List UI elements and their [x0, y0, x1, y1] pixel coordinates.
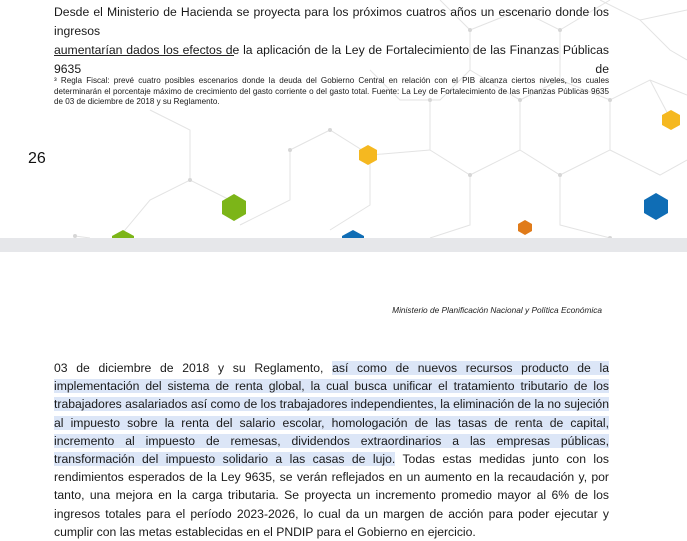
orange-hexagon [518, 220, 532, 235]
footnote-separator [54, 55, 234, 56]
footnote: ³ Regla Fiscal: prevé cuatro posibles escenarios donde la deuda del Gobierno Central en relación con el PIB alcanza ciertos niveles, los cuales determinarán el porcentaje máximo de crecimiento del gasto corriente o del gasto total. Fuente: La Ley de Fortalecimiento de las Finanzas Públicas 9635 de 03 de diciembre de 2018 y su Reglamento. [54, 76, 609, 106]
body-line: aumentarían dados los efectos de la aplicación de la Ley de Fortalecimiento de las Finanzas Públicas 9635 de [54, 43, 609, 76]
paragraph-start: 03 de diciembre de 2018 y su Reglamento, [54, 361, 333, 375]
blue-hexagon-bottom [342, 230, 364, 238]
yellow-hexagon-right [662, 110, 680, 130]
page-separator [0, 238, 687, 252]
body-line: Desde el Ministerio de Hacienda se proyecta para los próximos cuatros años un escenario donde los ingresos [54, 5, 609, 38]
yellow-hexagon [359, 145, 377, 165]
blue-hexagon [644, 193, 668, 220]
running-header: Ministerio de Planificación Nacional y Política Económica [392, 305, 602, 315]
document-page-bottom [0, 252, 687, 539]
highlighted-text[interactable]: así como de nuevos recursos producto de la implementación del sistema de renta global, la cual busca unificar el tratamiento tributario de los trabajadores asalariados así como de los trabajadores independientes, la eliminación de la no sujeción al impuesto sobre la renta del salario escolar, homologación de las tasas de renta de capital, incremento al impuesto de remesas, dividendos extraordinarios a las empresas públicas, transformación del impuesto solidario a las casas de lujo. [54, 361, 609, 467]
green-hexagon-bottom [112, 230, 134, 238]
paragraph-end: Todas estas medidas junto con los rendimientos esperados de la Ley 9635, se verán reflejados en un aumento en la recaudación y, por tanto, una mejora en la carga tributaria. Se proyecta un incremento promedio mayor al 6% de los ingresos totales para el período 2023-2026, lo cual da un margen de acción para poder ejecutar y cumplir con las metas establecidas en el PNDIP para el Gobierno en ejercicio. [54, 452, 609, 539]
page-number: 26 [28, 150, 46, 167]
body-paragraph [54, 359, 609, 541]
body-paragraph-top [54, 3, 609, 79]
document-page-top [0, 0, 687, 238]
